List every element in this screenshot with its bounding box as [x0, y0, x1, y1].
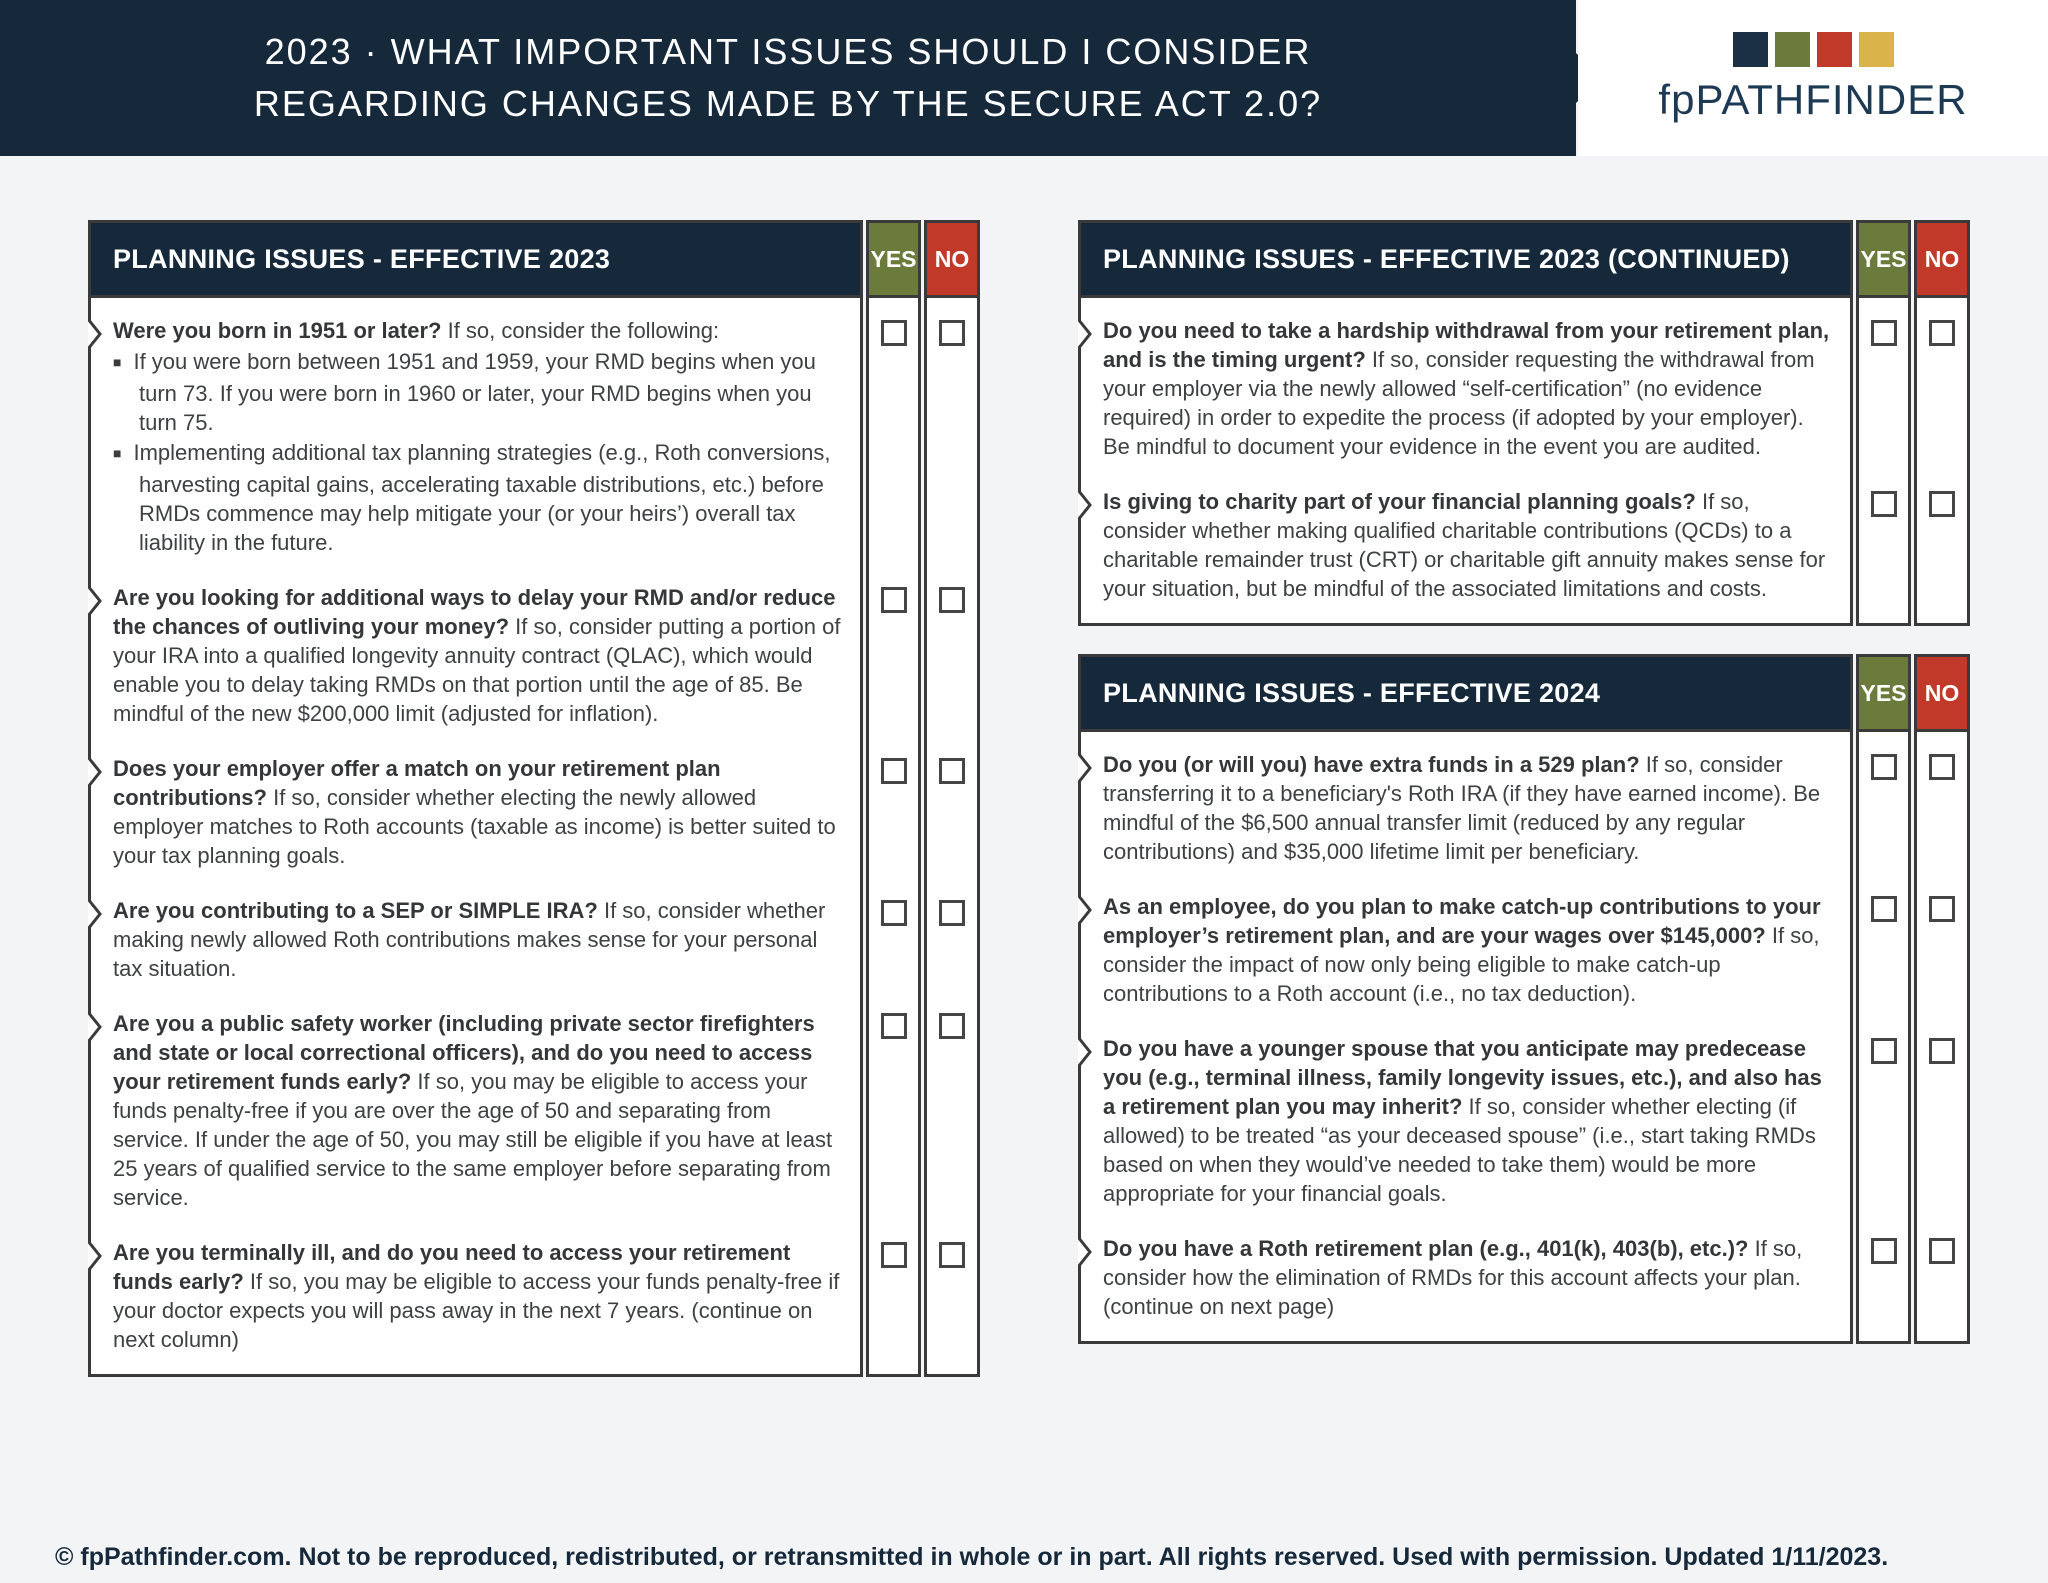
- no-checkbox[interactable]: [939, 1242, 965, 1268]
- panel-title: PLANNING ISSUES - EFFECTIVE 2024: [1078, 654, 1853, 732]
- question-detail: If so, consider requesting the withdrawal from your employer via the newly allowed “self-certification” (no evidence required) in order to expedite the process (if adopted by your employer). Be mindful to document your evidence in the event you are audited.: [1103, 347, 1815, 459]
- question-paragraph: [113, 1009, 844, 1212]
- question-detail: If so, consider how the elimination of RMDs for this account affects your plan. (continue on next page): [1103, 1236, 1803, 1319]
- chevron-right-icon: [1078, 489, 1093, 521]
- brand-logo: [1578, 0, 2048, 156]
- no-checkbox[interactable]: [1929, 896, 1955, 922]
- yes-checkbox[interactable]: [1871, 1038, 1897, 1064]
- no-cell: [1914, 1216, 1970, 1344]
- yes-checkbox[interactable]: [881, 587, 907, 613]
- question-text: [88, 298, 863, 565]
- question-paragraph: [1103, 316, 1834, 461]
- question-detail: If so, consider whether making newly allowed Roth contributions makes sense for your personal tax situation.: [113, 898, 826, 981]
- page-title-line2: REGARDING CHANGES MADE BY THE SECURE ACT 2.0?: [253, 83, 1323, 124]
- no-checkbox[interactable]: [1929, 320, 1955, 346]
- yes-cell: [1856, 732, 1911, 874]
- question-lead: Are you contributing to a SEP or SIMPLE IRA?: [113, 898, 604, 923]
- question-text: [88, 1220, 863, 1377]
- no-column-header: NO: [1914, 654, 1970, 732]
- brand-name: fpPATHFINDER: [1658, 76, 1968, 123]
- question-detail: If so, consider whether electing (if allowed) to be treated “as your deceased spouse” (i.e., start taking RMDs based on when they would’ve needed to take them) would be more appropriate for your financial goals.: [1103, 1094, 1816, 1206]
- yes-cell: [1856, 469, 1911, 626]
- question-detail: If so, consider whether making qualified charitable contributions (QCDs) to a charitable remainder trust (CRT) or charitable gift annuity makes sense for your situation, but be mindful of the associated limitations and costs.: [1103, 489, 1826, 601]
- planning-panel-effective-2024: [1078, 654, 1970, 1344]
- no-checkbox[interactable]: [1929, 754, 1955, 780]
- question-lead: Were you born in 1951 or later?: [113, 318, 448, 343]
- no-cell: [1914, 469, 1970, 626]
- question-detail: If so, consider the following:: [447, 318, 720, 343]
- question-text: [1078, 298, 1853, 469]
- yes-cell: [866, 878, 921, 991]
- no-checkbox[interactable]: [939, 758, 965, 784]
- question-text: [88, 565, 863, 736]
- no-cell: [1914, 874, 1970, 1016]
- yes-checkbox[interactable]: [881, 758, 907, 784]
- question-paragraph: [1103, 487, 1834, 603]
- yes-cell: [866, 1220, 921, 1377]
- yes-column-header: YES: [1856, 220, 1911, 298]
- chevron-right-icon: [1078, 318, 1093, 350]
- yes-cell: [1856, 1016, 1911, 1216]
- no-cell: [924, 565, 980, 736]
- question-paragraph: [113, 1238, 844, 1354]
- question-detail: If so, you may be eligible to access your funds penalty-free if your doctor expects you will pass away in the next 7 years. (continue on next column): [113, 1269, 840, 1352]
- no-checkbox[interactable]: [939, 1013, 965, 1039]
- no-cell: [1914, 298, 1970, 469]
- bullet-item: ■ Implementing additional tax planning strategies (e.g., Roth conversions, harvesting capital gains, accelerating taxable distributions, etc.) before RMDs commence may help mitigate your (or your heirs’) overall tax liability in the future.: [113, 438, 844, 557]
- question-detail: If so, consider the impact of now only being eligible to make catch-up contributions to a Roth account (i.e., no tax deduction).: [1103, 923, 1820, 1006]
- logo-square-gold: [1859, 32, 1894, 67]
- question-paragraph: [1103, 1034, 1834, 1208]
- no-checkbox[interactable]: [1929, 1038, 1955, 1064]
- question-lead: Is giving to charity part of your financial planning goals?: [1103, 489, 1702, 514]
- chevron-right-icon: [1078, 1236, 1093, 1268]
- planning-panel-effective-2023: [88, 220, 980, 1377]
- question-paragraph: [1103, 892, 1834, 1008]
- no-cell: [924, 878, 980, 991]
- yes-checkbox[interactable]: [881, 1013, 907, 1039]
- question-lead: Does your employer offer a match on your retirement plan contributions?: [113, 756, 721, 810]
- no-cell: [924, 991, 980, 1220]
- question-text: [1078, 874, 1853, 1016]
- chevron-right-icon: [1078, 894, 1093, 926]
- question-lead: Are you looking for additional ways to delay your RMD and/or reduce the chances of outliving your money?: [113, 585, 836, 639]
- logo-squares-icon: [1733, 32, 1894, 67]
- question-detail: If so, consider putting a portion of your IRA into a qualified longevity annuity contract (QLAC), which would enable you to delay taking RMDs on that portion until the age of 85. Be mindful of the new $200,000 limit (adjusted for inflation).: [113, 614, 841, 726]
- panel-title: PLANNING ISSUES - EFFECTIVE 2023 (CONTINUED): [1078, 220, 1853, 298]
- no-column-header: NO: [924, 220, 980, 298]
- question-detail: If so, consider transferring it to a beneficiary's Roth IRA (if they have earned income). Be mindful of the $6,500 annual transfer limit (reduced by any regular contributions) and $35,000 lifetime limit per beneficiary.: [1103, 752, 1821, 864]
- question-lead: Do you have a Roth retirement plan (e.g., 401(k), 403(b), etc.)?: [1103, 1236, 1755, 1261]
- question-paragraph: [113, 754, 844, 870]
- logo-square-red: [1817, 32, 1852, 67]
- right-column: [1078, 220, 1970, 1344]
- no-cell: [1914, 1016, 1970, 1216]
- question-paragraph: [1103, 750, 1834, 866]
- chevron-right-icon: [1078, 752, 1093, 784]
- chevron-right-icon: [88, 585, 103, 617]
- yes-checkbox[interactable]: [881, 320, 907, 346]
- logo-square-green: [1775, 32, 1810, 67]
- bullet-item: ■ If you were born between 1951 and 1959, your RMD begins when you turn 73. If you were born in 1960 or later, your RMD begins when you turn 75.: [113, 347, 844, 437]
- yes-cell: [866, 565, 921, 736]
- planning-panel-effective-2023-continued: [1078, 220, 1970, 626]
- yes-checkbox[interactable]: [881, 900, 907, 926]
- question-lead: As an employee, do you plan to make catch-up contributions to your employer’s retirement plan, and are your wages over $145,000?: [1103, 894, 1821, 948]
- question-text: [88, 878, 863, 991]
- no-column-header: NO: [1914, 220, 1970, 298]
- question-detail: If so, consider whether electing the newly allowed employer matches to Roth accounts (taxable as income) is better suited to your tax planning goals.: [113, 785, 836, 868]
- no-cell: [1914, 732, 1970, 874]
- no-checkbox[interactable]: [939, 900, 965, 926]
- question-paragraph: [113, 896, 844, 983]
- yes-cell: [866, 991, 921, 1220]
- yes-cell: [866, 736, 921, 878]
- question-lead: Do you need to take a hardship withdrawal from your retirement plan, and is the timing urgent?: [1103, 318, 1830, 372]
- yes-checkbox[interactable]: [1871, 320, 1897, 346]
- chevron-right-icon: [88, 1011, 103, 1043]
- yes-cell: [1856, 874, 1911, 1016]
- no-checkbox[interactable]: [1929, 491, 1955, 517]
- question-lead: Do you have a younger spouse that you anticipate may predecease you (e.g., terminal illness, family longevity issues, etc.), and also has a retirement plan you may inherit?: [1103, 1036, 1822, 1119]
- chevron-right-icon: [1078, 1036, 1093, 1068]
- chevron-right-icon: [88, 756, 103, 788]
- copyright-footer: © fpPathfinder.com. Not to be reproduced, redistributed, or retransmitted in whole or in part. All rights reserved. Used with permission. Updated 1/11/2023.: [55, 1543, 1889, 1571]
- question-paragraph: [1103, 1234, 1834, 1321]
- question-text: [88, 736, 863, 878]
- yes-column-header: YES: [866, 220, 921, 298]
- left-column: [88, 220, 980, 1377]
- yes-cell: [1856, 298, 1911, 469]
- bullet-list: [113, 347, 844, 557]
- chevron-right-icon: [88, 1240, 103, 1272]
- yes-checkbox[interactable]: [1871, 491, 1897, 517]
- question-lead: Are you terminally ill, and do you need to access your retirement funds early?: [113, 1240, 791, 1294]
- header-band: [0, 0, 1576, 156]
- yes-checkbox[interactable]: [1871, 754, 1897, 780]
- yes-checkbox[interactable]: [881, 1242, 907, 1268]
- question-paragraph: [113, 316, 844, 345]
- yes-cell: [866, 298, 921, 565]
- question-detail: If so, you may be eligible to access your funds penalty-free if you are over the age of 50 and separating from service. If under the age of 50, you may still be eligible if you have at least 25 years of qualified service to the same employer before separating from service.: [113, 1069, 833, 1210]
- panel-title: PLANNING ISSUES - EFFECTIVE 2023: [88, 220, 863, 298]
- yes-cell: [1856, 1216, 1911, 1344]
- page-title-line1: 2023 · WHAT IMPORTANT ISSUES SHOULD I CONSIDER: [264, 30, 1312, 72]
- yes-checkbox[interactable]: [1871, 896, 1897, 922]
- no-cell: [924, 298, 980, 565]
- question-text: [1078, 1216, 1853, 1344]
- no-checkbox[interactable]: [939, 320, 965, 346]
- chevron-right-icon: [88, 318, 103, 350]
- question-text: [1078, 732, 1853, 874]
- yes-checkbox[interactable]: [1871, 1238, 1897, 1264]
- no-checkbox[interactable]: [1929, 1238, 1955, 1264]
- question-text: [1078, 469, 1853, 626]
- question-lead: Do you (or will you) have extra funds in a 529 plan?: [1103, 752, 1646, 777]
- question-text: [88, 991, 863, 1220]
- no-cell: [924, 1220, 980, 1377]
- no-cell: [924, 736, 980, 878]
- yes-column-header: YES: [1856, 654, 1911, 732]
- question-paragraph: [113, 583, 844, 728]
- question-lead: Are you a public safety worker (including private sector firefighters and state or local correctional officers), and do you need to access your retirement funds early?: [113, 1011, 815, 1094]
- no-checkbox[interactable]: [939, 587, 965, 613]
- question-text: [1078, 1016, 1853, 1216]
- chevron-right-icon: [88, 898, 103, 930]
- logo-square-navy: [1733, 32, 1768, 67]
